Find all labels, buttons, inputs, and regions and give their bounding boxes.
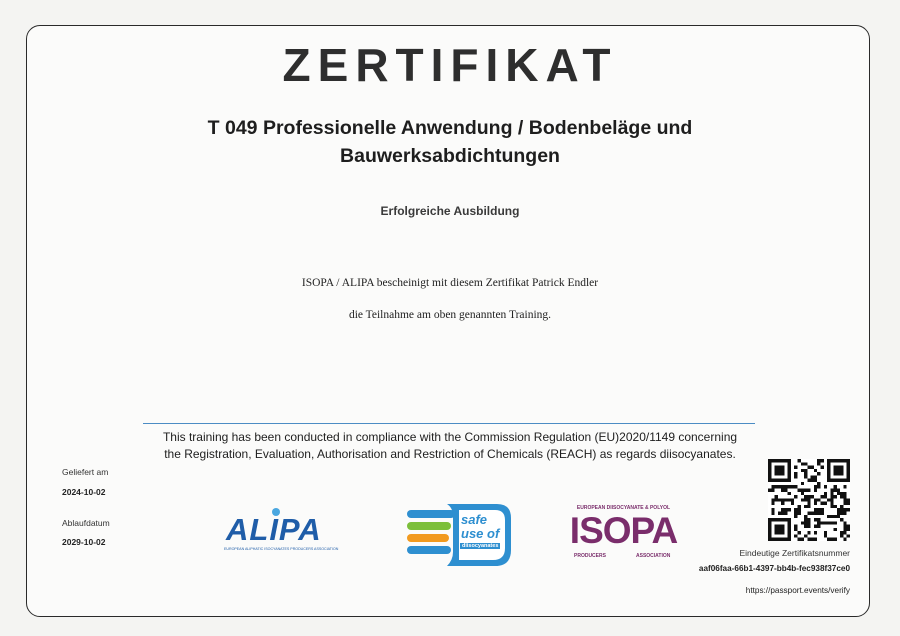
certificate-title: ZERTIFIKAT bbox=[282, 39, 618, 91]
alipa-wordmark: ALIPA bbox=[226, 512, 322, 547]
isopa-bottom-left: PRODUCERS bbox=[574, 553, 606, 559]
compliance-text bbox=[120, 429, 780, 463]
expiry-date: 2029-10-02 bbox=[62, 537, 106, 547]
alipa-subtitle: EUROPEAN ALIPHATIC ISOCYANATES PRODUCERS ASSOCIATION bbox=[224, 547, 339, 551]
qr-code-icon bbox=[768, 459, 850, 541]
certificate-id-label: Eindeutige Zertifikatsnummer bbox=[739, 548, 850, 558]
divider-rule bbox=[143, 423, 755, 424]
delivered-date: 2024-10-02 bbox=[62, 487, 106, 497]
alipa-logo bbox=[224, 508, 348, 556]
result-text: Erfolgreiche Ausbildung bbox=[380, 204, 520, 218]
safe-use-word1: safe bbox=[461, 512, 488, 527]
isopa-bottom-right: ASSOCIATION bbox=[636, 553, 671, 559]
delivered-label: Geliefert am bbox=[62, 467, 109, 477]
certificate-id: aaf06faa-66b1-4397-bb4b-fec938f37ce0 bbox=[698, 564, 850, 573]
course-title-line1: T 049 Professionelle Anwendung / Bodenbeläge und bbox=[207, 117, 693, 139]
isopa-top-text: EUROPEAN DIISOCYANATE & POLYOL bbox=[576, 505, 671, 511]
compliance-line2: the Registration, Evaluation, Authorisation and Restriction of Chemicals (REACH) as regards diisocyanates. bbox=[164, 447, 736, 461]
safe-use-logo bbox=[407, 500, 513, 570]
isopa-logo bbox=[556, 505, 691, 563]
expiry-label: Ablaufdatum bbox=[62, 518, 110, 528]
course-title bbox=[120, 114, 780, 170]
statement-line2: die Teilnahme am oben genannten Training. bbox=[348, 309, 552, 321]
course-title-line2: Bauwerksabdichtungen bbox=[340, 145, 560, 167]
isopa-wordmark: ISOPA bbox=[569, 510, 678, 551]
compliance-line1: This training has been conducted in compliance with the Commission Regulation (EU)2020/1149 concerning bbox=[162, 430, 738, 444]
safe-use-word2: use of bbox=[461, 526, 500, 541]
statement-line1: ISOPA / ALIPA bescheinigt mit diesem Zertifikat Patrick Endler bbox=[301, 277, 599, 289]
verify-url[interactable]: https://passport.events/verify bbox=[745, 586, 850, 595]
safe-use-word3: diisocyanates bbox=[462, 543, 499, 549]
